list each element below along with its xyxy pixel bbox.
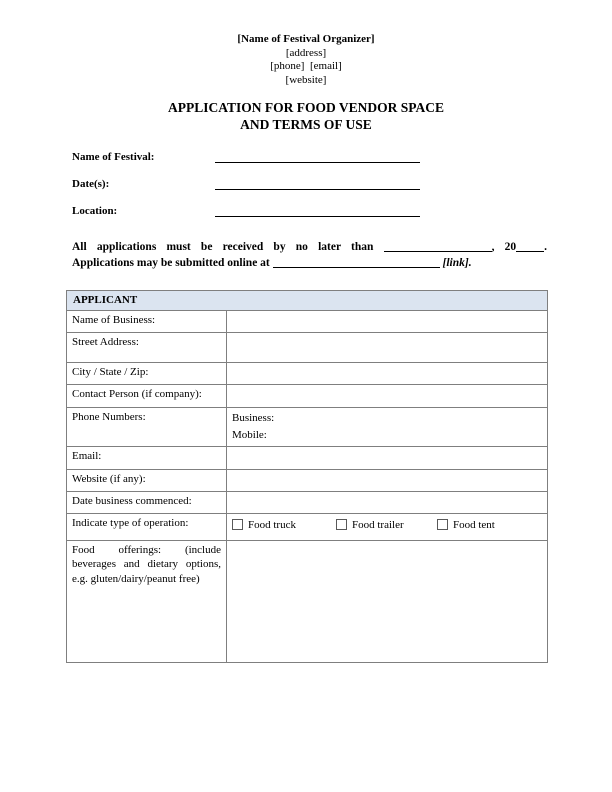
deadline-line2 [72, 255, 547, 271]
street-address-input-cell[interactable] [227, 332, 548, 362]
organizer-name: [Name of Festival Organizer] [237, 33, 375, 45]
deadline-line2-text: Applications may be submitted online at [72, 257, 270, 269]
applicant-section-title: APPLICANT [67, 291, 548, 311]
field-row-location [72, 204, 547, 218]
email-input-cell[interactable] [227, 446, 548, 469]
online-submission-blank[interactable] [273, 256, 440, 268]
deadline-year-blank[interactable] [516, 240, 544, 252]
food-offerings-label: Food offerings: (include beverages and dietary options, e.g. gluten/dairy/peanut free) [67, 540, 227, 662]
name-of-festival-input[interactable] [215, 162, 420, 163]
food-truck-label: Food truck [248, 518, 296, 531]
date-business-commenced-label: Date business commenced: [67, 491, 227, 513]
city-state-zip-label: City / State / Zip: [67, 362, 227, 384]
street-address-label: Street Address: [67, 332, 227, 362]
organizer-address: [address] [285, 46, 327, 59]
email-label: Email: [67, 446, 227, 469]
food-tent-option [437, 518, 495, 533]
food-trailer-checkbox[interactable] [336, 519, 347, 530]
organizer-website: [website] [285, 73, 327, 86]
deadline-line1-mid: , 20 [491, 241, 517, 253]
table-row [67, 469, 548, 491]
applicant-table-header-row [67, 291, 548, 311]
table-row [67, 362, 548, 384]
table-row [67, 332, 548, 362]
document-title [0, 100, 612, 133]
contact-person-input-cell[interactable] [227, 384, 548, 407]
deadline-date-blank[interactable] [384, 240, 492, 252]
document-title-line1: APPLICATION FOR FOOD VENDOR SPACE [167, 100, 444, 115]
organizer-header [0, 33, 612, 87]
type-of-operation-label: Indicate type of operation: [67, 513, 227, 540]
type-of-operation-input-cell [227, 513, 548, 540]
field-row-name-of-festival [72, 150, 547, 164]
food-tent-label: Food tent [453, 518, 495, 531]
website-input-cell[interactable] [227, 469, 548, 491]
contact-person-label: Contact Person (if company): [67, 384, 227, 407]
food-truck-option [232, 518, 336, 533]
organizer-phone-email: [phone] [email] [270, 60, 342, 72]
food-truck-checkbox[interactable] [232, 519, 243, 530]
food-trailer-label: Food trailer [352, 518, 404, 531]
food-tent-checkbox[interactable] [437, 519, 448, 530]
document-title-line2: AND TERMS OF USE [240, 116, 372, 132]
location-input[interactable] [215, 216, 420, 217]
location-label: Location: [72, 205, 118, 217]
phone-numbers-label: Phone Numbers: [67, 407, 227, 446]
business-phone-sublabel[interactable]: Business: [232, 411, 275, 424]
dates-label: Date(s): [72, 178, 110, 190]
operation-type-options [232, 518, 542, 533]
table-row [67, 513, 548, 540]
deadline-paragraph [72, 239, 547, 271]
link-placeholder: [link]. [442, 257, 472, 269]
city-state-zip-input-cell[interactable] [227, 362, 548, 384]
deadline-line1 [72, 239, 547, 255]
phone-numbers-input-cell[interactable] [227, 407, 548, 446]
deadline-line1-text: All applications must be received by no later than [72, 241, 374, 253]
table-row [67, 446, 548, 469]
name-of-business-label: Name of Business: [67, 310, 227, 332]
applicant-table [66, 290, 548, 663]
food-offerings-input-cell[interactable] [227, 540, 548, 662]
field-row-dates [72, 177, 547, 191]
name-of-festival-label: Name of Festival: [72, 151, 155, 163]
table-row [67, 384, 548, 407]
date-business-commenced-input-cell[interactable] [227, 491, 548, 513]
table-row [67, 491, 548, 513]
mobile-phone-sublabel[interactable]: Mobile: [232, 428, 267, 441]
festival-fields [72, 150, 547, 218]
table-row [67, 310, 548, 332]
dates-input[interactable] [215, 189, 420, 190]
table-row [67, 540, 548, 662]
food-trailer-option [336, 518, 437, 533]
table-row [67, 407, 548, 446]
name-of-business-input-cell[interactable] [227, 310, 548, 332]
deadline-line1-end: . [544, 241, 548, 253]
website-label: Website (if any): [67, 469, 227, 491]
